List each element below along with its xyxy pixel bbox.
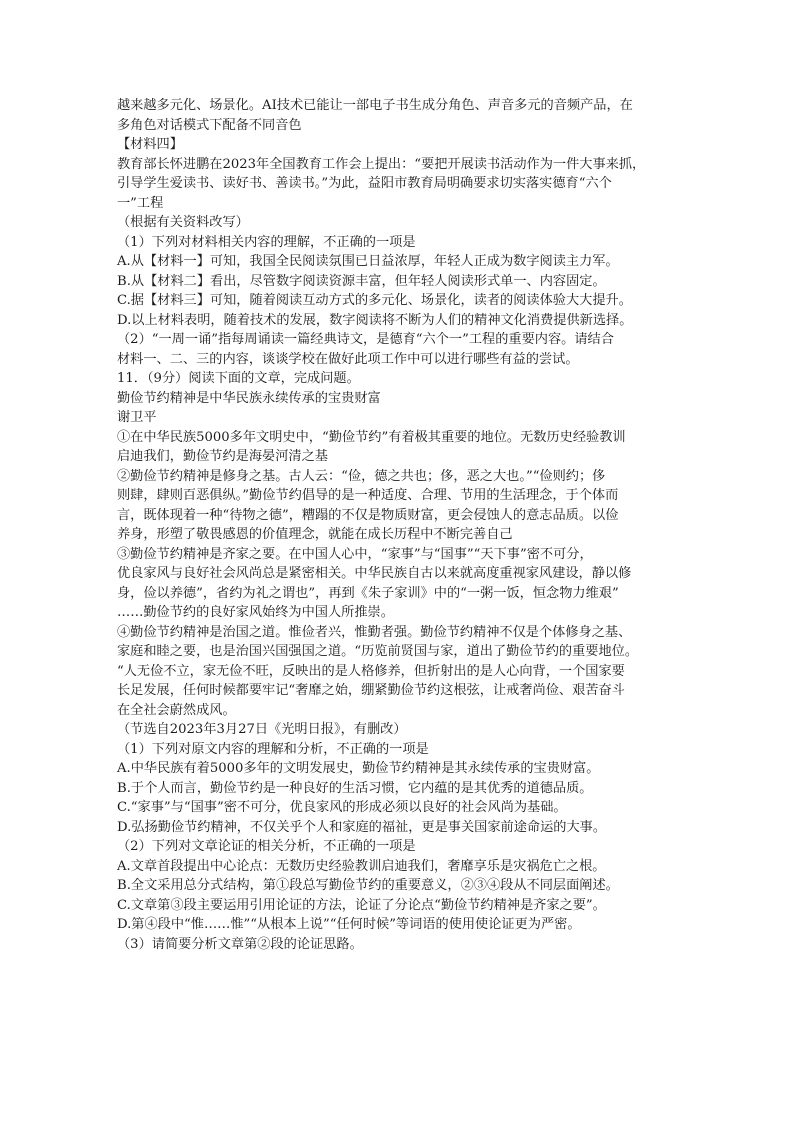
paragraph-line: 在全社会蔚然成风。 (117, 702, 236, 718)
option-a: A.文章首段提出中心论点：无数历史经验教训启迪我们，奢靡享乐是灾祸危亡之根。 (117, 858, 606, 874)
section-heading: 【材料四】 (117, 137, 183, 152)
question: （2）下列对文章论证的相关分析，不正确的一项是 (117, 839, 416, 854)
option-d: D.以上材料表明，随着技术的发展，数字阅读将不断为人们的精神文化消费提供新选择。 (117, 312, 633, 328)
question: （1）下列对材料相关内容的理解，不正确的一项是 (117, 234, 416, 250)
paragraph-line: 养身，形塑了敬畏感恩的价值理念，就能在成长历程中不断完善自己 (117, 527, 513, 542)
source-note: （根据有关资料改写） (117, 215, 249, 230)
text-line: 多角色对话模式下配备不同音色 (117, 117, 302, 133)
option-b: B.于个人而言，勤俭节约是一种良好的生活习惯，它内蕴的是其优秀的道德品质。 (117, 780, 593, 796)
paragraph-line: ③勤俭节约精神是齐家之要。在中国人心中，“家事”与“国事”“天下事”密不可分， (117, 546, 593, 562)
paragraph-line: ……勤俭节约的良好家风始终为中国人所推崇。 (117, 605, 394, 620)
question-number: 11．（9分）阅读下面的文章，完成问题。 (117, 371, 360, 386)
option-b: B.从【材料二】看出，尽管数字阅读资源丰富，但年轻人阅读形式单一、内容固定。 (117, 273, 606, 289)
paragraph-line: 身，俭以养德”，省约为礼之谓也”，再到《朱子家训》中的“一粥一饭，恒念物力维艰” (117, 585, 619, 601)
paragraph-line: 长足发展，任何时候都要牢记“奢靡之始，绷紧勤俭节约这根弦，让戒奢尚俭、艰苦奋斗 (117, 683, 625, 698)
option-d: D.第④段中“惟……惟”“从根本上说”“任何时候”等词语的使用使论证更为严密。 (117, 917, 581, 932)
text-line: 引导学生爱读书、读好书、善读书。”为此，益阳市教育局明确要求切实落实德育“六个 (117, 176, 612, 191)
text-line: 一”工程 (117, 195, 164, 211)
question: （2）“一周一诵”指每周诵读一篇经典诗文，是德育“六个一”工程的重要内容。请结合 (117, 332, 614, 347)
paragraph-line: 言，既体现着一种“待物之德”，糟蹋的不仅是物质财富，更会侵蚀人的意志品质。以俭 (117, 507, 619, 523)
source-note: （节选自2023年3月27日《光明日报》，有删改） (117, 722, 407, 737)
article-title: 勤俭节约精神是中华民族永续传承的宝贵财富 (117, 390, 381, 406)
article-author: 谢卫平 (117, 410, 157, 425)
option-c: C.据【材料三】可知，随着阅读互动方式的多元化、场景化，读者的阅读体验大大提升。 (117, 293, 632, 308)
option-a: A.中华民族有着5000多年的文明发展史，勤俭节约精神是其永续传承的宝贵财富。 (117, 761, 600, 776)
paragraph-line: ①在中华民族5000多年文明史中，“勤俭节约”有着极其重要的地位。无数历史经验教训 (117, 429, 626, 445)
paragraph-line: 启迪我们，勤俭节约是海晏河清之基 (117, 449, 328, 464)
option-c: C.文章第③段主要运用引用论证的方法，论证了分论点“勤俭节约精神是齐家之要”。 (117, 897, 606, 913)
question: （1）下列对原文内容的理解和分析，不正确的一项是 (117, 741, 429, 757)
option-d: D.弘扬勤俭节约精神，不仅关乎个人和家庭的福祉，更是事关国家前途命运的大事。 (117, 819, 607, 835)
paragraph-line: 优良家风与良好社会风尚总是紧密相关。中华民族自古以来就高度重视家风建设，静以修 (117, 566, 632, 581)
paragraph-line: “人无俭不立，家无俭不旺，反映出的是人格修养，但折射出的是人心向背，一个国家要 (117, 663, 625, 679)
question: （3）请简要分析文章第②段的论证思路。 (117, 936, 363, 952)
paragraph-line: ②勤俭节约精神是修身之基。古人云：“俭，德之共也；侈，恶之大也。”“俭则约；侈 (117, 468, 606, 484)
paragraph-line: 则肆，肆则百恶俱纵。”勤俭节约倡导的是一种适度、合理、节用的生活理念，于个体而 (117, 488, 619, 503)
option-c: C.“家事”与“国事”密不可分，优良家风的形成必须以良好的社会风尚为基础。 (117, 800, 567, 815)
text-line: 教育部长怀进鹏在2023年全国教育工作会上提出：“要把开展读书活动作为一件大事来抓， (117, 156, 646, 172)
paragraph-line: ④勤俭节约精神是治国之道。惟俭者兴，惟勤者强。勤俭节约精神不仅是个体修身之基、 (117, 624, 632, 640)
document-body (117, 96, 679, 954)
text-line: 越来越多元化、场景化。AI技术已能让一部电子书生成分角色、声音多元的音频产品，在 (117, 98, 633, 113)
option-a: A.从【材料一】可知，我国全民阅读氛围已日益浓厚，年轻人正成为数字阅读主力军。 (117, 254, 619, 269)
paragraph-line: 家庭和睦之要，也是治国兴国强国之道。“历览前贤国与家，道出了勤俭节约的重要地位。 (117, 644, 639, 659)
option-b: B.全文采用总分式结构，第①段总写勤俭节约的重要意义，②③④段从不同层面阐述。 (117, 878, 619, 893)
text-line: 材料一、二、三的内容，谈谈学校在做好此项工作中可以进行哪些有益的尝试。 (117, 351, 579, 367)
